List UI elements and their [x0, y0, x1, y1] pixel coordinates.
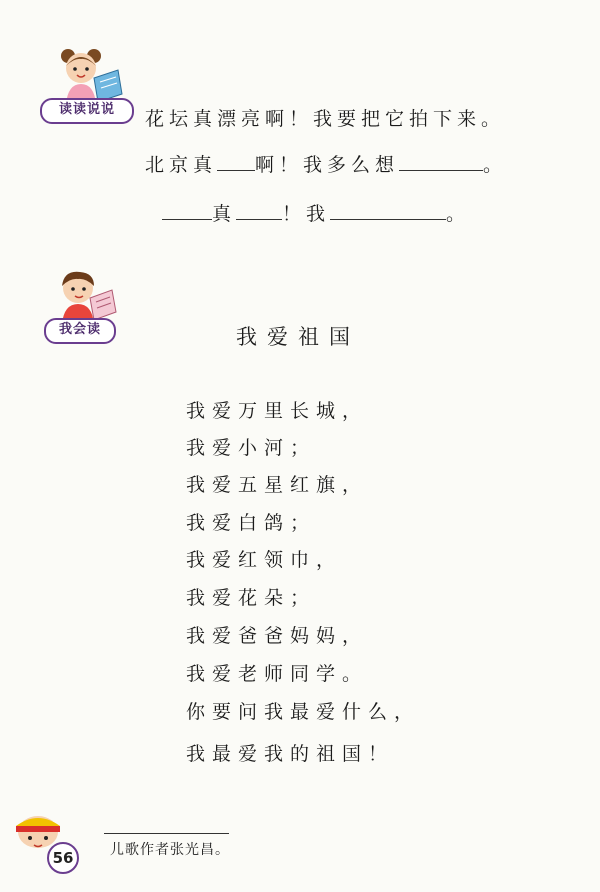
fill-blank [217, 169, 255, 171]
boy-reading-illustration [50, 268, 122, 324]
poem-line: 我爱万里长城， [186, 400, 369, 422]
sentence-line-2 [145, 150, 507, 177]
sentence-line-1: 花坛真漂亮啊！我要把它拍下来。 [145, 108, 506, 130]
sentence-line-3 [162, 199, 470, 226]
sentence-line-3-part-a: 真 [212, 203, 237, 225]
poem-line: 我爱五星红旗， [186, 474, 369, 496]
poem-line: 我爱老师同学。 [186, 663, 369, 685]
sentence-line-2-part-b: 啊！我多么想 [255, 154, 400, 176]
poem-line: 你要问我最爱什么， [186, 701, 421, 723]
section-badge-i-can-read: 我会读 [44, 318, 116, 344]
fill-blank [162, 218, 212, 220]
footnote-author: 儿歌作者张光昌。 [110, 842, 230, 858]
poem-line: 我爱小河； [186, 437, 317, 459]
girl-reading-illustration [48, 44, 128, 104]
fill-blank [330, 218, 446, 220]
poem-line: 我爱红领巾， [186, 549, 343, 571]
poem-line: 我最爱我的祖国！ [186, 743, 395, 765]
sentence-line-3-part-b: ！我 [282, 203, 331, 225]
section-badge-read-and-speak: 读读说说 [40, 98, 134, 124]
fill-blank [399, 169, 483, 171]
sentence-line-2-part-c: 。 [483, 154, 508, 176]
footnote-divider [104, 833, 229, 834]
poem-line: 我爱爸爸妈妈， [186, 625, 369, 647]
sentence-line-2-part-a: 北京真 [145, 154, 218, 176]
fill-blank [236, 218, 282, 220]
sentence-line-3-part-c: 。 [446, 203, 471, 225]
poem-line: 我爱花朵； [186, 587, 317, 609]
poem-title: 我爱祖国 [236, 325, 360, 349]
page-number: 56 [47, 842, 79, 874]
poem-line: 我爱白鸽； [186, 512, 317, 534]
